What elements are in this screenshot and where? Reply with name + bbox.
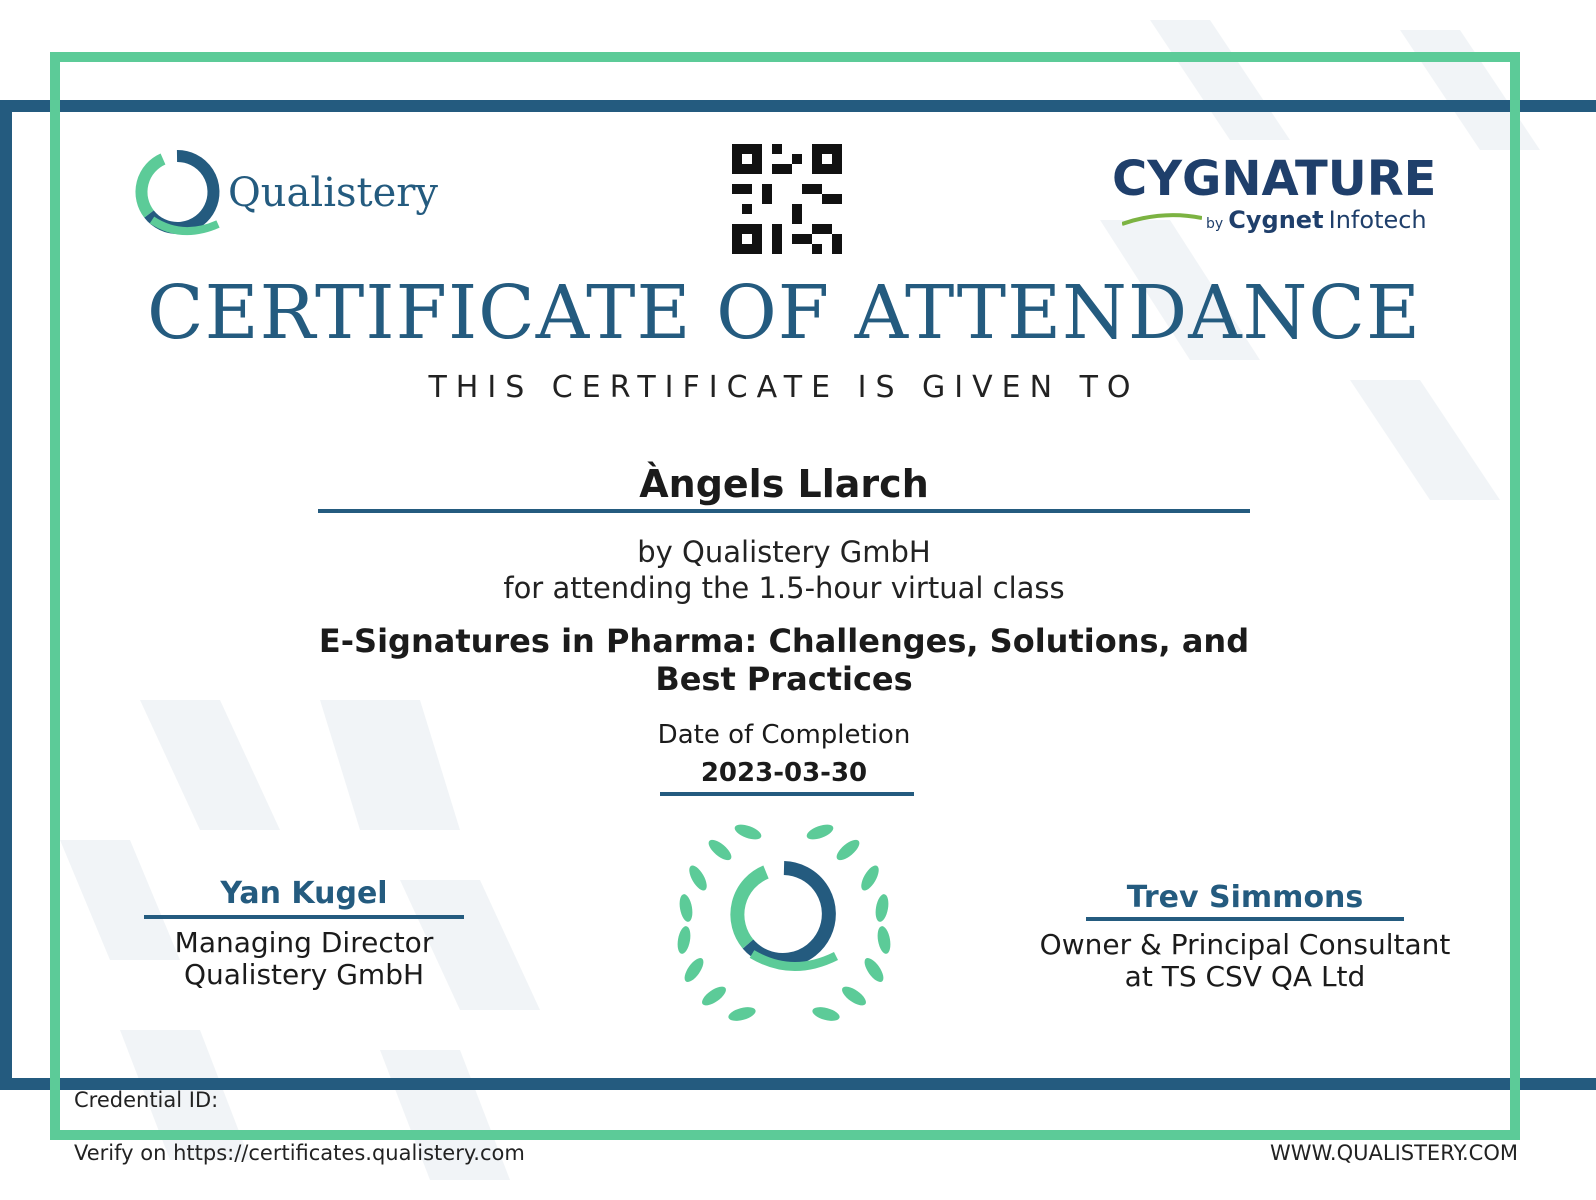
signatory-role: Owner & Principal Consultant [1039, 928, 1451, 961]
signatory-company: at TS CSV QA Ltd [1124, 960, 1366, 993]
signatory-role: Managing Director [174, 926, 434, 959]
signatory-name: Yan Kugel [220, 876, 388, 911]
website-link[interactable]: WWW.QUALISTERY.COM [1270, 1141, 1518, 1165]
signatory-name: Trev Simmons [1126, 880, 1364, 915]
credential-id-label: Credential ID: [74, 1088, 219, 1112]
certificate-subtitle: THIS CERTIFICATE IS GIVEN TO [428, 370, 1140, 405]
date-underline [660, 792, 914, 796]
issuer-text: by Qualistery GmbH [637, 535, 931, 569]
cygnature-logo [1112, 151, 1437, 236]
qualistery-logo [132, 148, 438, 238]
reason-text: for attending the 1.5-hour virtual class [503, 571, 1065, 605]
certificate-title: CERTIFICATE OF ATTENDANCE [146, 270, 1422, 356]
signatory-company: Qualistery GmbH [183, 958, 425, 991]
recipient-underline [318, 509, 1250, 513]
qualistery-wordmark: Qualistery [228, 170, 438, 216]
qualistery-laurel-seal [668, 818, 900, 1032]
cygnature-by: by [1206, 216, 1224, 232]
date-label: Date of Completion [657, 720, 911, 750]
green-swoosh-icon [1122, 212, 1202, 226]
signature-line [1086, 917, 1404, 921]
signatory-right [1030, 880, 1460, 993]
cygnature-wordmark: CYGNATURE [1112, 151, 1437, 207]
qr-code[interactable] [732, 144, 842, 254]
cygnature-company-suffix: Infotech [1328, 206, 1427, 234]
cygnature-company: Cygnet [1228, 206, 1324, 234]
course-title-line1: E-Signatures in Pharma: Challenges, Solutions, and [318, 622, 1250, 660]
course-title-line2: Best Practices [655, 660, 913, 698]
recipient-name: Àngels Llarch [639, 462, 929, 506]
completion-date: 2023-03-30 [700, 758, 868, 788]
signatory-left [144, 876, 464, 991]
signature-line [144, 915, 464, 919]
qualistery-q-icon [132, 148, 222, 238]
verify-link[interactable]: Verify on https://certificates.qualistery.com [74, 1141, 525, 1165]
